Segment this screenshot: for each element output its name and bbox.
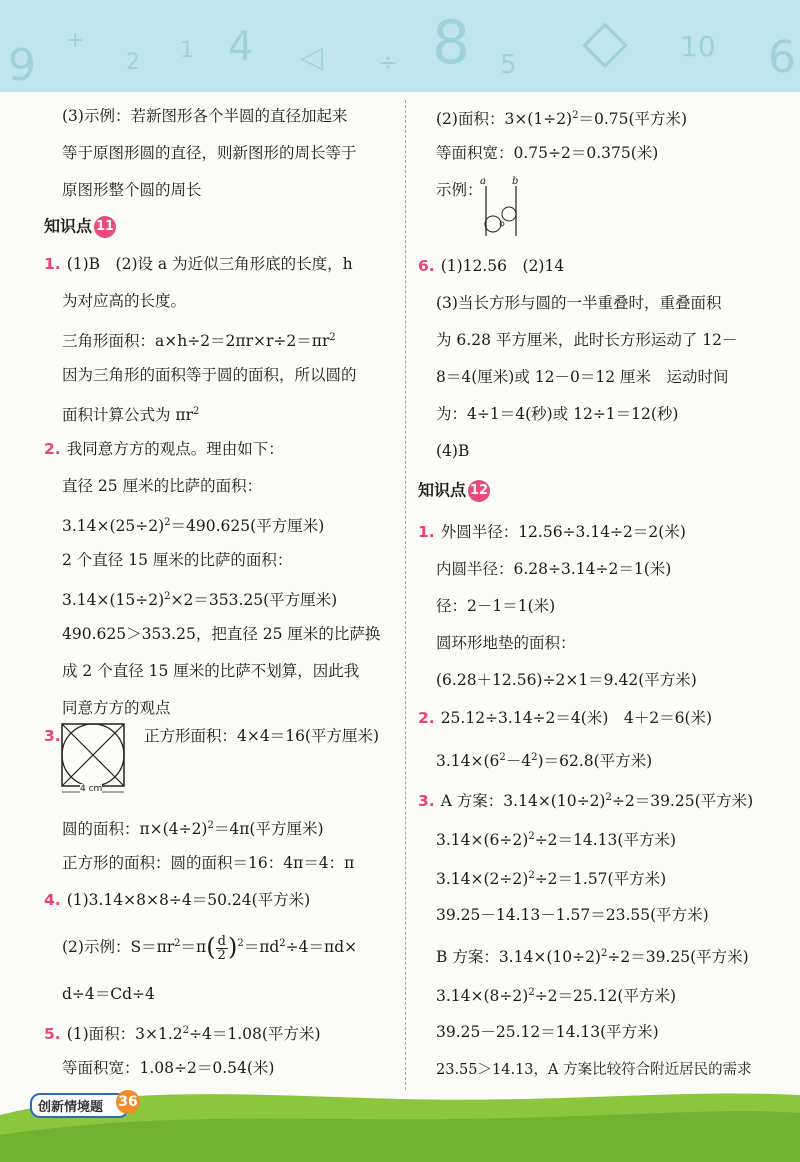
question-line <box>44 890 310 910</box>
header-decor-digit: 8 <box>432 8 471 78</box>
answer-line <box>436 106 687 129</box>
header-decor-diamond: ◇ <box>582 6 629 76</box>
circles-in-strip-figure <box>480 176 524 238</box>
answer-line <box>62 587 337 610</box>
header-decor-digit: 10 <box>680 30 716 63</box>
header-decor-triangle: ◁ <box>300 40 324 75</box>
answer-line <box>436 944 749 967</box>
answer-text: ÷2＝25.12(平方米) <box>534 987 677 1006</box>
question-number: 1. <box>418 523 435 541</box>
answer-line: 示例： <box>436 181 483 199</box>
answer-text: 我同意方方的观点。理由如下： <box>66 440 284 458</box>
section-number-badge: 12 <box>468 480 490 502</box>
answer-text: 3.14×(6÷2) <box>436 831 529 850</box>
question-line <box>418 256 564 276</box>
question-number: 5. <box>44 1025 61 1044</box>
header-decor-digit: 5 <box>500 50 517 80</box>
superscript: 2 <box>528 831 535 842</box>
answer-text: 3.14×(6 <box>436 752 500 771</box>
superscript: 2 <box>279 938 286 949</box>
question-line <box>418 708 712 728</box>
question-number: 4. <box>44 891 61 909</box>
answer-text: (2)示例：S＝πr <box>62 938 175 957</box>
question-number: 3. <box>418 792 435 811</box>
superscript: 2 <box>572 110 579 121</box>
answer-line: (3)示例：若新图形各个半圆的直径加起来 <box>62 107 348 125</box>
answer-line: 正方形面积：4×4＝16(平方厘米) <box>144 727 380 745</box>
superscript: 2 <box>528 870 535 881</box>
superscript: 2 <box>600 948 608 959</box>
answer-text: (1)3.14×8×8÷4＝50.24(平方米) <box>66 891 311 909</box>
superscript: 2 <box>499 752 506 763</box>
answer-line: 直径 25 厘米的比萨的面积： <box>62 477 263 495</box>
column-divider <box>405 100 406 1090</box>
fraction <box>216 935 228 962</box>
answer-text: B 方案：3.14×(10÷2) <box>436 948 601 967</box>
answer-text: ÷4＝1.08(平方米) <box>189 1025 321 1044</box>
answer-line: 23.55＞14.13，A 方案比较符合附近居民的需求 <box>436 1062 752 1078</box>
answer-text: ＝πd <box>243 938 280 957</box>
answer-text: ÷2＝39.25(平方米) <box>611 792 754 811</box>
superscript: 2 <box>193 406 200 417</box>
section-header-11 <box>44 216 116 238</box>
header-decor-digit: 2 <box>126 50 140 75</box>
answer-line: 等于原图形圆的直径，则新图形的周长等于 <box>62 144 357 162</box>
superscript: 2 <box>528 987 535 998</box>
answer-line: 2 个直径 15 厘米的比萨的面积： <box>62 551 293 569</box>
answer-line <box>436 983 676 1006</box>
answer-text: ÷2＝1.57(平方米) <box>534 870 667 889</box>
page-number: 36 <box>116 1090 140 1114</box>
answer-line: 正方形的面积：圆的面积＝16：4π＝4：π <box>62 854 355 872</box>
answer-line: (3)当长方形与圆的一半重叠时，重叠面积 <box>436 294 722 312</box>
answer-line: 因为三角形的面积等于圆的面积，所以圆的 <box>62 366 357 384</box>
answer-text: 3.14×(2÷2) <box>436 870 529 889</box>
answer-line: 为：4÷1＝4(秒)或 12÷1＝12(秒) <box>436 405 679 423</box>
header-decor-digit: 4 <box>228 24 254 70</box>
fraction-numerator: d <box>217 933 226 949</box>
answer-line: 为 6.28 平方厘米，此时长方形运动了 12－ <box>436 331 738 349</box>
answer-text: 外圆半径：12.56÷3.14÷2＝2(米) <box>440 523 686 541</box>
answer-text: 面积计算公式为 πr <box>62 406 194 425</box>
question-number: 3. <box>44 727 61 745</box>
answer-text: 三角形面积：a×h÷2＝2πr×r÷2＝πr <box>62 332 330 351</box>
answer-line: (6.28＋12.56)÷2×1＝9.42(平方米) <box>436 671 697 689</box>
formula-line: (2)示例：$S=\pi r^2=\pi$( $\frac{d}{2}$ )$^2=\pi d^2\div 4=\pi d\times$ <box>62 933 358 963</box>
header-band <box>0 0 800 92</box>
section-header-12 <box>418 480 490 502</box>
answer-text: (1)面积：3×1.2 <box>66 1025 183 1044</box>
answer-text: 3.14×(25÷2) <box>62 517 165 536</box>
answer-line: 内圆半径：6.28÷3.14÷2＝1(米) <box>436 560 672 578</box>
superscript: 2 <box>174 938 181 949</box>
superscript: 2 <box>329 332 336 343</box>
superscript: 2 <box>182 1025 190 1036</box>
superscript: 2 <box>531 752 538 763</box>
question-number: 2. <box>44 440 61 458</box>
answer-line: 等面积宽：0.75÷2＝0.375(米) <box>436 144 659 162</box>
superscript: 2 <box>207 820 214 831</box>
superscript: 2 <box>237 938 244 949</box>
question-line <box>418 522 686 542</box>
figure-label-b: b <box>512 176 519 187</box>
section-number-badge: 11 <box>94 216 116 238</box>
question-line <box>44 254 353 274</box>
answer-text: ＝0.75(平方米) <box>578 110 688 129</box>
question-number: 1. <box>44 255 61 273</box>
answer-text: (2)面积：3×(1÷2) <box>436 110 573 129</box>
answer-line <box>62 816 324 839</box>
answer-text: 圆的面积：π×(4÷2) <box>62 820 208 839</box>
answer-text: )＝62.8(平方米) <box>537 752 653 771</box>
answer-line <box>62 402 199 425</box>
section-title: 知识点 <box>44 216 93 236</box>
answer-line <box>436 827 676 850</box>
answer-text: A 方案：3.14×(10÷2) <box>440 792 606 811</box>
answer-text: ÷2＝14.13(平方米) <box>534 831 677 850</box>
question-line <box>418 788 753 811</box>
header-decor-digit: 1 <box>180 38 194 63</box>
footer-category-label: 创新情境题 <box>30 1093 129 1118</box>
answer-line: 8＝4(厘米)或 12－0＝12 厘米 运动时间 <box>436 368 729 386</box>
answer-line <box>62 513 324 536</box>
header-decor-plus: + <box>66 28 85 53</box>
answer-line: 径：2－1＝1(米) <box>436 597 556 615</box>
answer-text: ÷2＝39.25(平方米) <box>607 948 749 967</box>
circles-diagram <box>480 182 524 238</box>
answer-line: 490.625＞353.25，把直径 25 厘米的比萨换 <box>62 625 381 643</box>
answer-text: ＝490.625(平方厘米) <box>170 517 325 536</box>
answer-text: －4 <box>505 752 532 771</box>
question-number: 6. <box>418 257 435 275</box>
answer-line: d÷4＝Cd÷4 <box>62 985 155 1003</box>
answer-text: ×2＝353.25(平方厘米) <box>170 591 338 610</box>
answer-text: (1)12.56 (2)14 <box>440 257 565 275</box>
header-decor-digit: 6 <box>768 32 796 83</box>
answer-line: 等面积宽：1.08÷2＝0.54(米) <box>62 1059 275 1077</box>
answer-line <box>436 866 666 889</box>
answer-line <box>62 328 336 351</box>
superscript: 2 <box>164 591 171 602</box>
answer-text: ＝π <box>180 938 207 957</box>
fraction-denominator: 2 <box>217 947 226 963</box>
answer-line: 39.25－14.13－1.57＝23.55(平方米) <box>436 906 709 924</box>
square-circle-figure <box>58 722 130 796</box>
answer-text: ÷4＝πd× <box>285 938 358 957</box>
header-decor-digit: 9 <box>8 40 36 91</box>
answer-line: 成 2 个直径 15 厘米的比萨不划算，因此我 <box>62 662 360 680</box>
question-line <box>44 439 284 459</box>
answer-line: 为对应高的长度。 <box>62 292 187 310</box>
header-decor-divide: ÷ <box>378 48 399 76</box>
answer-text: 3.14×(8÷2) <box>436 987 529 1006</box>
section-title: 知识点 <box>418 480 467 500</box>
figure-dimension-label: 4 cm <box>80 784 103 794</box>
superscript: 2 <box>605 792 612 803</box>
figure-label-a: a <box>480 176 486 187</box>
answer-text: 3.14×(15÷2) <box>62 591 165 610</box>
answer-line <box>436 748 652 771</box>
superscript: 2 <box>164 517 171 528</box>
question-line <box>44 1021 321 1044</box>
answer-text: ＝4π(平方厘米) <box>213 820 324 839</box>
answer-line: 同意方方的观点 <box>62 699 171 717</box>
question-number: 2. <box>418 709 435 727</box>
answer-line: (4)B <box>436 442 470 460</box>
answer-line: 圆环形地垫的面积： <box>436 634 576 652</box>
answer-line: 39.25－25.12＝14.13(平方米) <box>436 1023 659 1041</box>
answer-line: 原图形整个圆的周长 <box>62 181 202 199</box>
answer-text: 25.12÷3.14÷2＝4(米) 4＋2＝6(米) <box>440 709 713 727</box>
answer-text: (1)B (2)设 a 为近似三角形底的长度，h <box>66 255 353 273</box>
